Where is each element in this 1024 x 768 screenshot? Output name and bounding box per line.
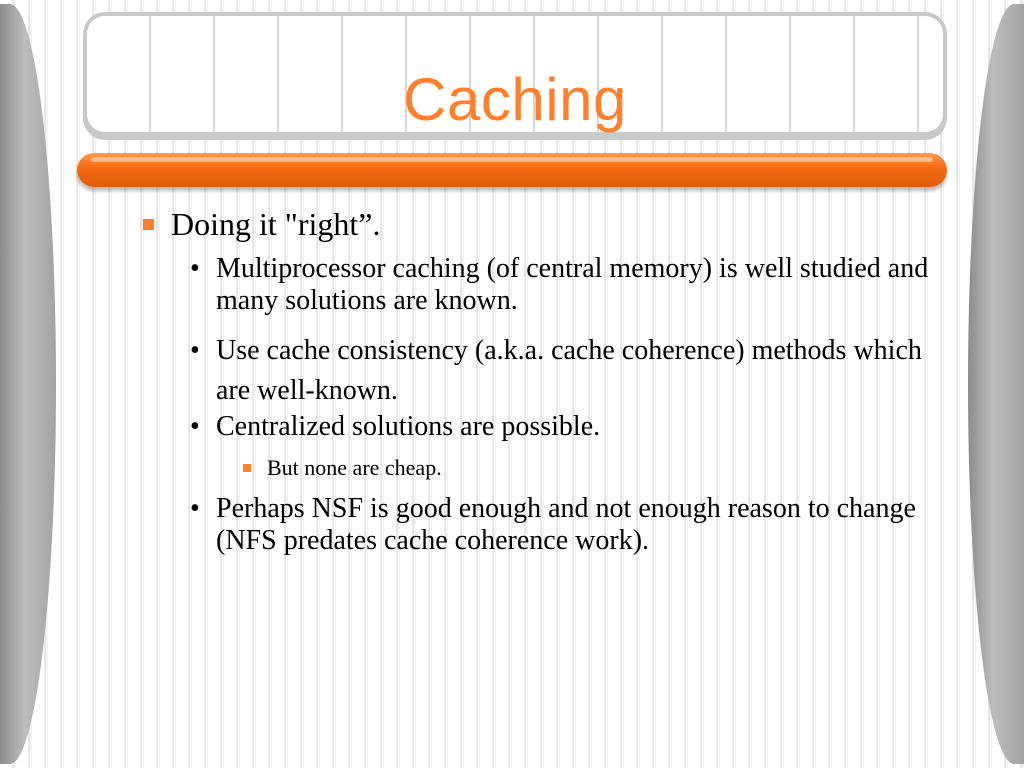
- title-panel: [87, 16, 943, 132]
- slide-title: Caching: [403, 66, 627, 133]
- bullet-text: Centralized solutions are possible.: [216, 411, 601, 442]
- bullet-text: Multiprocessor caching (of central memory) is well studied and many solutions are known.: [216, 253, 929, 316]
- square-bullet-icon: [143, 219, 154, 230]
- bullet-level2: [140, 493, 950, 557]
- right-decorative-pillar: [968, 4, 1024, 764]
- left-decorative-pillar: [0, 4, 56, 764]
- slide-body: [140, 204, 950, 557]
- bullet-text: Perhaps NSF is good enough and not enough reason to change (NFS predates cache coherence work).: [216, 493, 916, 556]
- bullet-level3: [140, 455, 950, 481]
- bar-highlight: [91, 157, 933, 162]
- dot-bullet-icon: •: [190, 411, 200, 442]
- bullet-level1: [140, 204, 950, 244]
- bullet-level2: [140, 253, 950, 317]
- bullet-level2: [140, 331, 950, 411]
- dot-bullet-icon: •: [190, 493, 200, 524]
- bullet-level2: [140, 411, 950, 443]
- dot-bullet-icon: •: [190, 335, 200, 366]
- bullet-text: But none are cheap.: [267, 455, 442, 480]
- bullet-text: Doing it "right”.: [171, 206, 381, 242]
- title-underline-bar: [77, 153, 947, 187]
- title-frame: [83, 12, 947, 140]
- square-bullet-icon: [243, 464, 251, 472]
- bullet-text: Use cache consistency (a.k.a. cache coherence) methods which are well-known.: [216, 335, 922, 406]
- dot-bullet-icon: •: [190, 253, 200, 284]
